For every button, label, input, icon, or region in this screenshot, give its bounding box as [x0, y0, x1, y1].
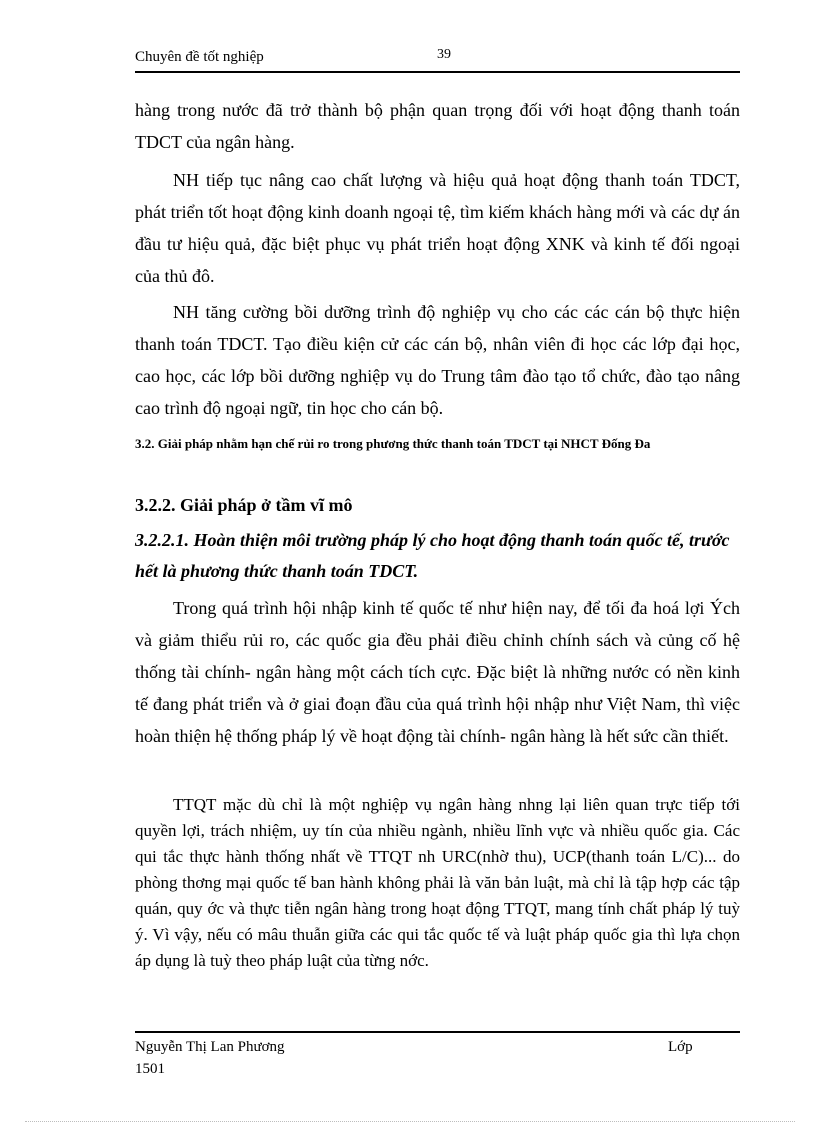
- section-heading-3-2: 3.2. Giải pháp nhằm hạn chế rủi ro trong phương thức thanh toán TDCT tại NHCT Đống Đa: [135, 436, 651, 451]
- paragraph-1: hàng trong nước đã trở thành bộ phận quan trọng đối với hoạt động thanh toán TDCT của ngân hàng.: [135, 100, 740, 152]
- page-header: [135, 47, 740, 73]
- header-title: Chuyên đề tốt nghiệp: [135, 49, 264, 65]
- page-number: 39: [437, 47, 451, 62]
- paragraph-4: Trong quá trình hội nhập kinh tế quốc tế như hiện nay, để tối đa hoá lợi Ých và giảm thiểu rủi ro, các quốc gia đều phải điều chỉnh chính sách và củng cố hệ thống tài chính- ngân hàng một cách tích cực. Đặc biệt là những nước có nền kinh tế đang phát triển và ở giai đoạn đầu của quá trình hội nhập như Việt Nam, thì việc hoàn thiện hệ thống pháp lý về hoạt động tài chính- ngân hàng là hết sức cần thiết.: [135, 598, 740, 746]
- paragraph-2: NH tiếp tục nâng cao chất lượng và hiệu quả hoạt động thanh toán TDCT, phát triển tốt hoạt động kinh doanh ngoại tệ, tìm kiếm khách hàng mới và các dự án đầu tư hiệu quả, đặc biệt phục vụ phát triển hoạt động XNK và kinh tế đối ngoại của thủ đô.: [135, 170, 740, 286]
- footer-author-block: [135, 1036, 285, 1080]
- footer-divider: [135, 1031, 740, 1033]
- paragraph-3: NH tăng cường bồi dưỡng trình độ nghiệp vụ cho các các cán bộ thực hiện thanh toán TDCT. Tạo điều kiện cử các cán bộ, nhân viên đi học các lớp đại học, cao học, các lớp bồi dưỡng nghiệp vụ do Trung tâm đào tạo tổ chức, đào tạo nâng cao trình độ ngoại ngữ, tin học cho cán bộ.: [135, 302, 740, 418]
- section-heading-3-2-2: 3.2.2. Giải pháp ở tầm vĩ mô: [135, 495, 353, 515]
- footer-class-label: Lớp: [668, 1039, 693, 1055]
- footer-class-number: 1501: [135, 1061, 165, 1077]
- section-heading-3-2-2-1: 3.2.2.1. Hoàn thiện môi trường pháp lý cho hoạt động thanh toán quốc tế, trước hết là phương thức thanh toán TDCT.: [135, 530, 730, 581]
- paragraph-5: TTQT mặc dù chỉ là một nghiệp vụ ngân hàng nhng lại liên quan trực tiếp tới quyền lợi, trách nhiệm, uy tín của nhiều ngành, nhiều lĩnh vực và nhiều quốc gia. Các qui tắc thực hành thống nhất về TTQT nh URC(nhờ thu), UCP(thanh toán L/C)... do phòng thơng mại quốc tế ban hành không phải là văn bản luật, mà chỉ là tập hợp các tập quán, quy ớc và thực tiễn ngân hàng trong hoạt động TTQT, mang tính chất pháp lý tuỳ ý. Vì vậy, nếu có mâu thuẫn giữa các qui tắc quốc tế và luật pháp quốc gia thì lựa chọn áp dụng là tuỳ theo pháp luật của từng nớc.: [135, 795, 740, 970]
- footer-author: Nguyễn Thị Lan Phương: [135, 1039, 285, 1055]
- page-bottom-edge: [25, 1121, 795, 1122]
